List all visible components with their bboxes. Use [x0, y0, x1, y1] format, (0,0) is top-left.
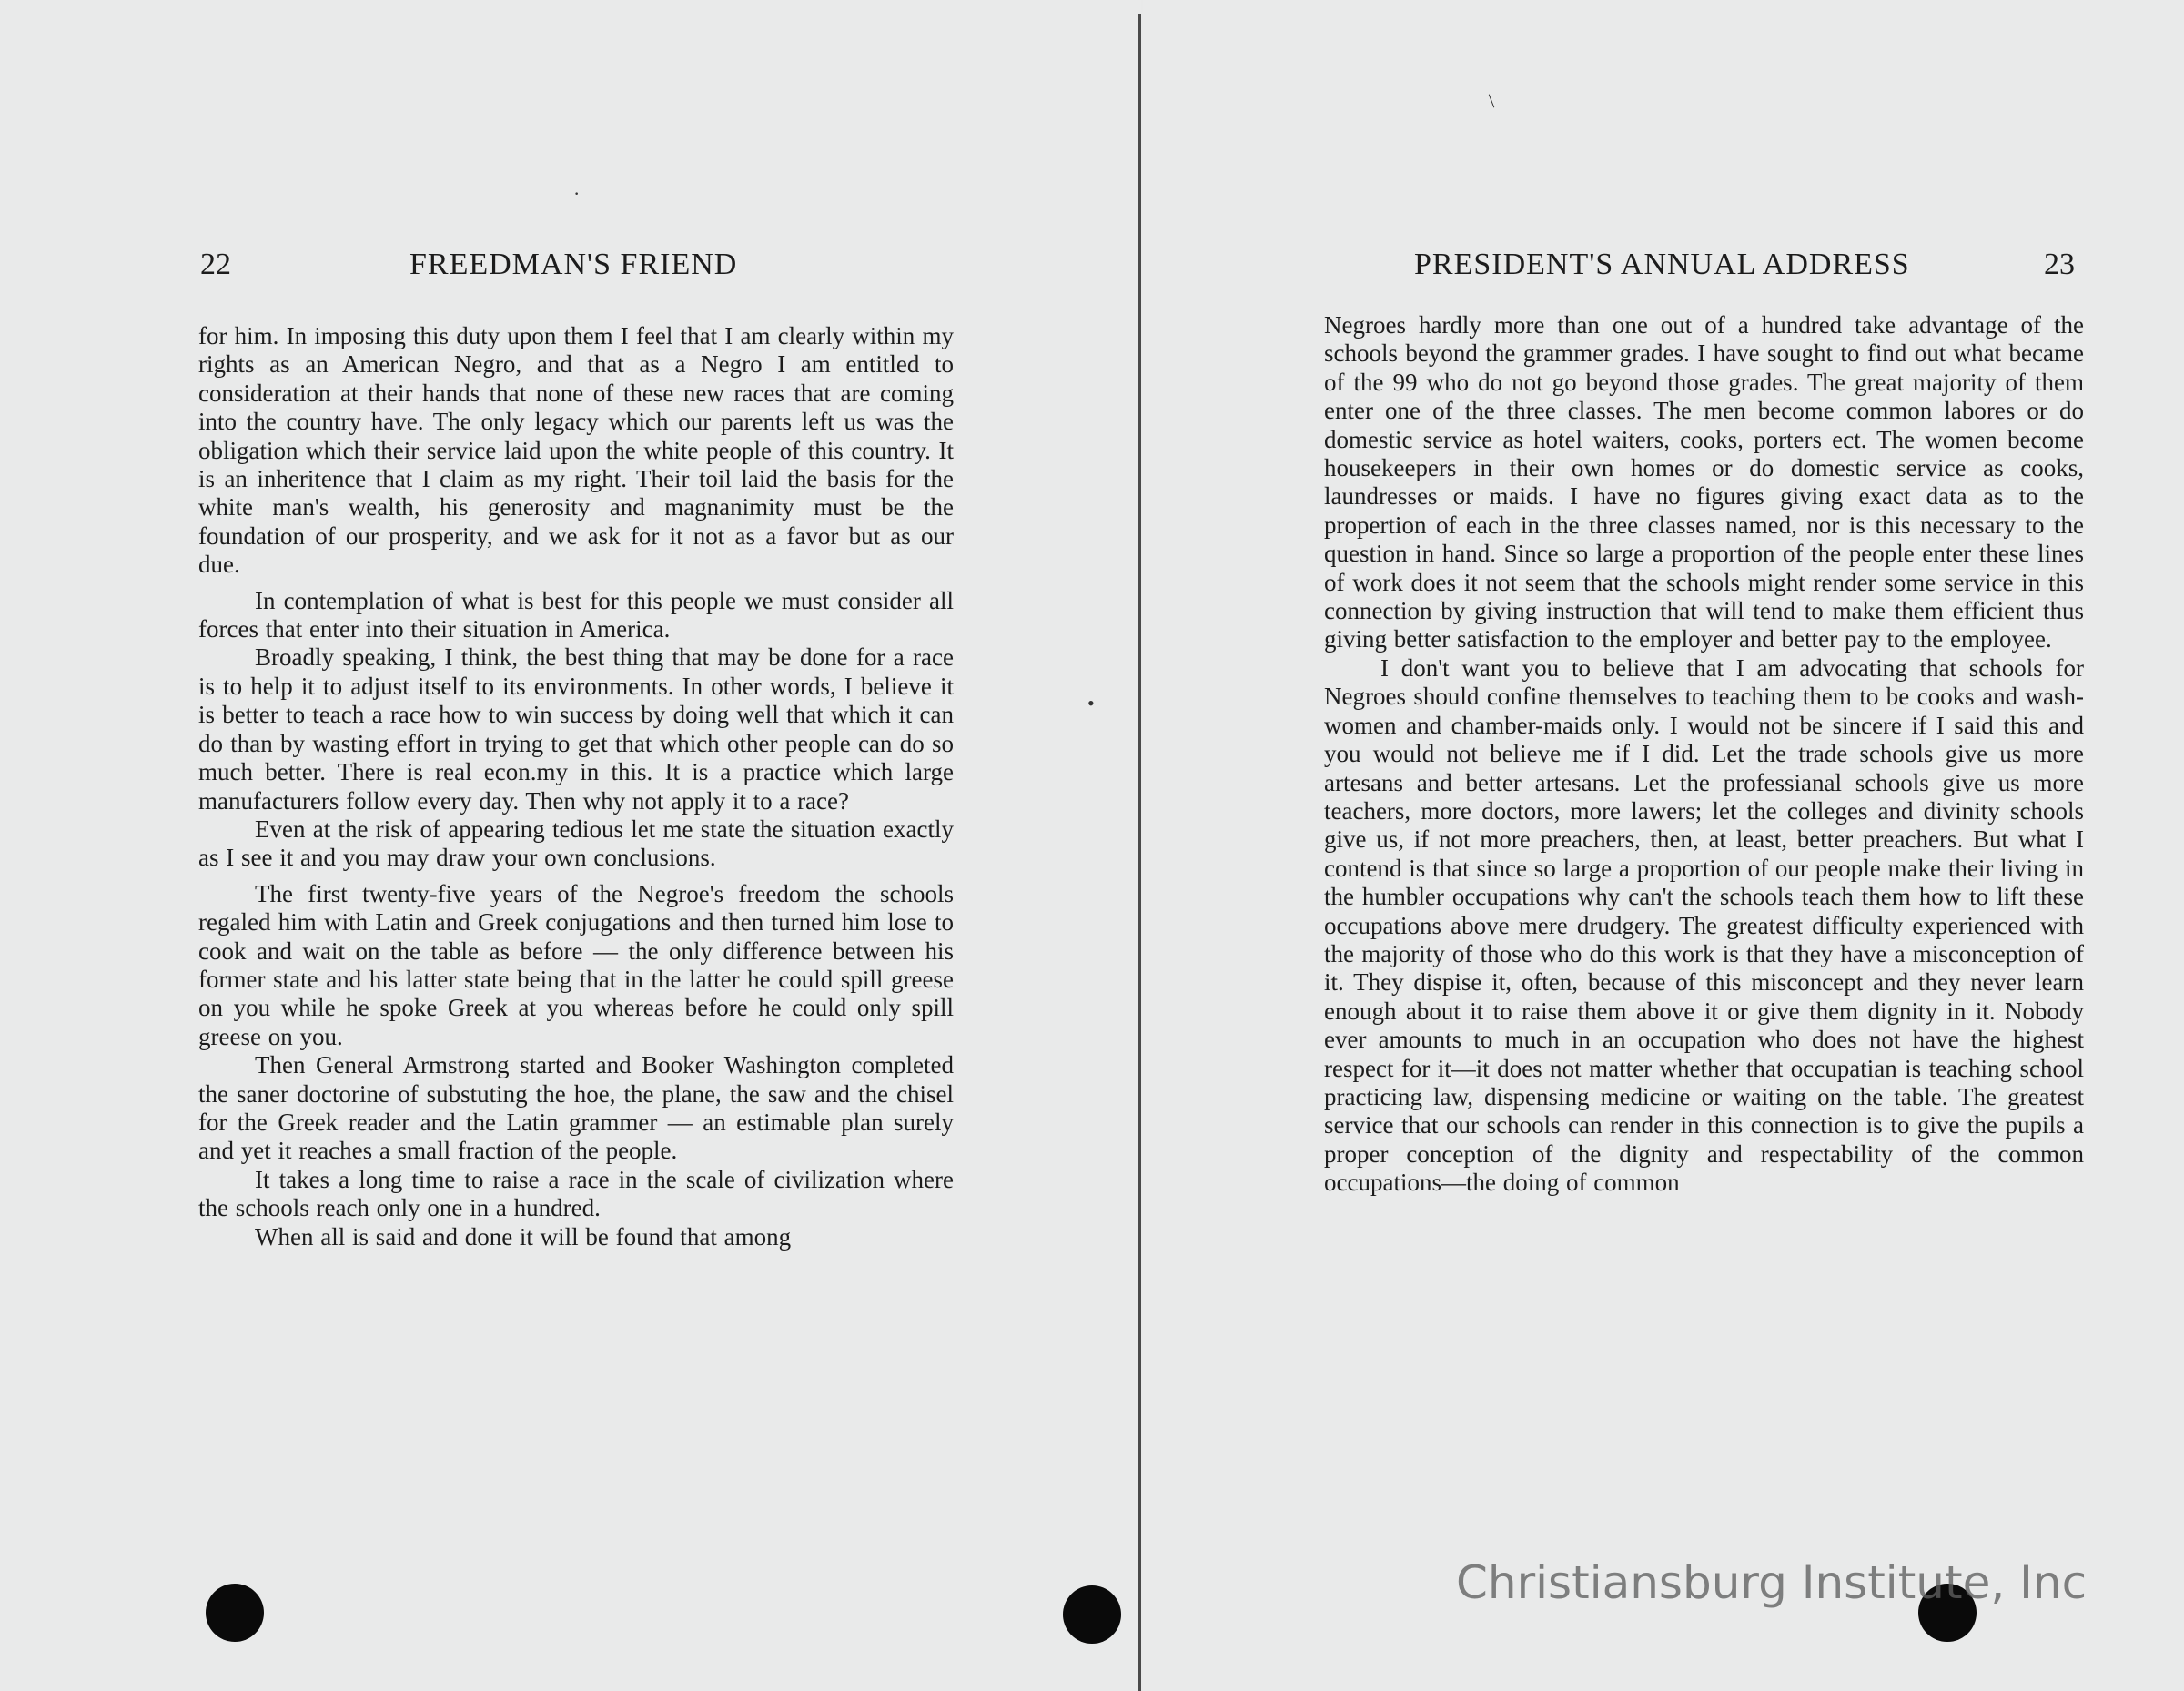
paragraph: The first twenty-five years of the Negroe's freedom the schools regaled him with Latin and Greek conjugations and then turned him lose to cook and wait on the table as before — the only difference between his former state and his latter state being that in the latter he could spill greese on you while he spoke Greek at you whereas before he could only spill greese on you.	[198, 879, 954, 1050]
page-number-right: 23	[2044, 248, 2075, 281]
paragraph: When all is said and done it will be found that among	[255, 1222, 792, 1251]
paragraph: Negroes hardly more than one out of a hundred take advantage of the schools beyond the grammer grades. I have sought to find out what became of the 99 who do not go beyond those grades. The great majority of them enter one of the three classes. The men become common labores or do domestic service as hotel waiters, cooks, porters ect. The women become housekeepers in their own homes or do domestic service as cooks, laundresses or maids. I have no figures giving exact data as to the propertion of each in the three classes named, nor is this necessary to the question in hand. Since so large a proportion of the people enter these lines of work does it not seem that the schools might render some service in this connection by giving instruction that will tend to make them efficient thus giving better satisfaction to the employer and better pay to the employee.	[1324, 311, 2084, 653]
paragraph: In contemplation of what is best for this people we must consider all forces that enter into their situation in America.	[198, 586, 954, 643]
paragraph: Then General Armstrong started and Booker Washington completed the saner doctorine of substuting the hoe, the plane, the saw and the chisel for the Greek reader and the Latin grammer — an estimable plan surely and yet it reaches a small fraction of the people.	[198, 1051, 954, 1165]
running-head-left: FREEDMAN'S FRIEND	[410, 248, 738, 281]
paragraph: Broadly speaking, I think, the best thing that may be done for a race is to help it to adjust itself to its environments. In other words, I believe it is better to teach a race how to win success by doing well that which it can do than by wasting effort in trying to get that which other people can do so much better. There is real econ.my in this. It is a practice which large manufacturers follow every day. Then why not apply it to a race?	[198, 643, 954, 815]
left-page-body	[198, 322, 954, 1251]
page-gutter	[1138, 14, 1141, 1691]
paragraph: Even at the risk of appearing tedious let me state the situation exactly as I see it and you may draw your own conclusions.	[198, 815, 954, 872]
binder-hole	[206, 1584, 264, 1642]
binder-hole	[1063, 1585, 1121, 1644]
running-head-right: PRESIDENT'S ANNUAL ADDRESS	[1414, 248, 1910, 281]
right-page-body	[1324, 311, 2084, 1198]
paragraph: I don't want you to believe that I am advocating that schools for Negroes should confine themselves to teaching them to be cooks and wash-women and chamber-maids only. I would not be sincere if I said this and you would not believe me if I did. Let the trade schools give us more artesans and better artesans. Let the professianal schools give us more teachers, more doctors, more lawers; let the colleges and divinity schools give us, if not more preachers, then, at least, better preachers. But what I contend is that since so large a proportion of our people make their living in the humbler occupations why can't the schools teach them how to lift these occupations above mere drudgery. The greatest difficulty experienced with the majority of those who do this work is that they have a misconception of it. They dispise it, often, because of this misconcept and they never learn enough about it to raise them above it or give them dignity in it. Nobody ever amounts to much in an occupation who does not have the highest respect for it—it does not matter whether that occupatian is teaching school practicing law, dispensing medicine or waiting on the table. The greatest service that our schools can render in this connection is to give the pupils a proper conception of the dignity and respectability of the common occupations—the doing of common	[1324, 653, 2084, 1197]
ink-speck: ·	[573, 182, 581, 205]
watermark: Christiansburg Institute, Inc	[1456, 1556, 2088, 1609]
pen-mark: /	[1481, 90, 1502, 112]
ink-speck: •	[1087, 692, 1095, 714]
right-page	[1143, 0, 2184, 1691]
paragraph: It takes a long time to raise a race in the scale of civilization where the schools reach only one in a hundred.	[198, 1165, 954, 1222]
page-number-left: 22	[200, 248, 231, 281]
paragraph: for him. In imposing this duty upon them I feel that I am clearly within my rights as an American Negro, and that as a Negro I am entitled to consideration at their hands that none of these new races that are coming into the country have. The only legacy which our parents left us was the obligation which their service laid upon the white people of this country. It is an inheritence that I claim as my right. Their toil laid the basis for the white man's wealth, his generosity and magnanimity must be the foundation of our prosperity, and we ask for it not as a favor but as our due.	[198, 322, 954, 579]
